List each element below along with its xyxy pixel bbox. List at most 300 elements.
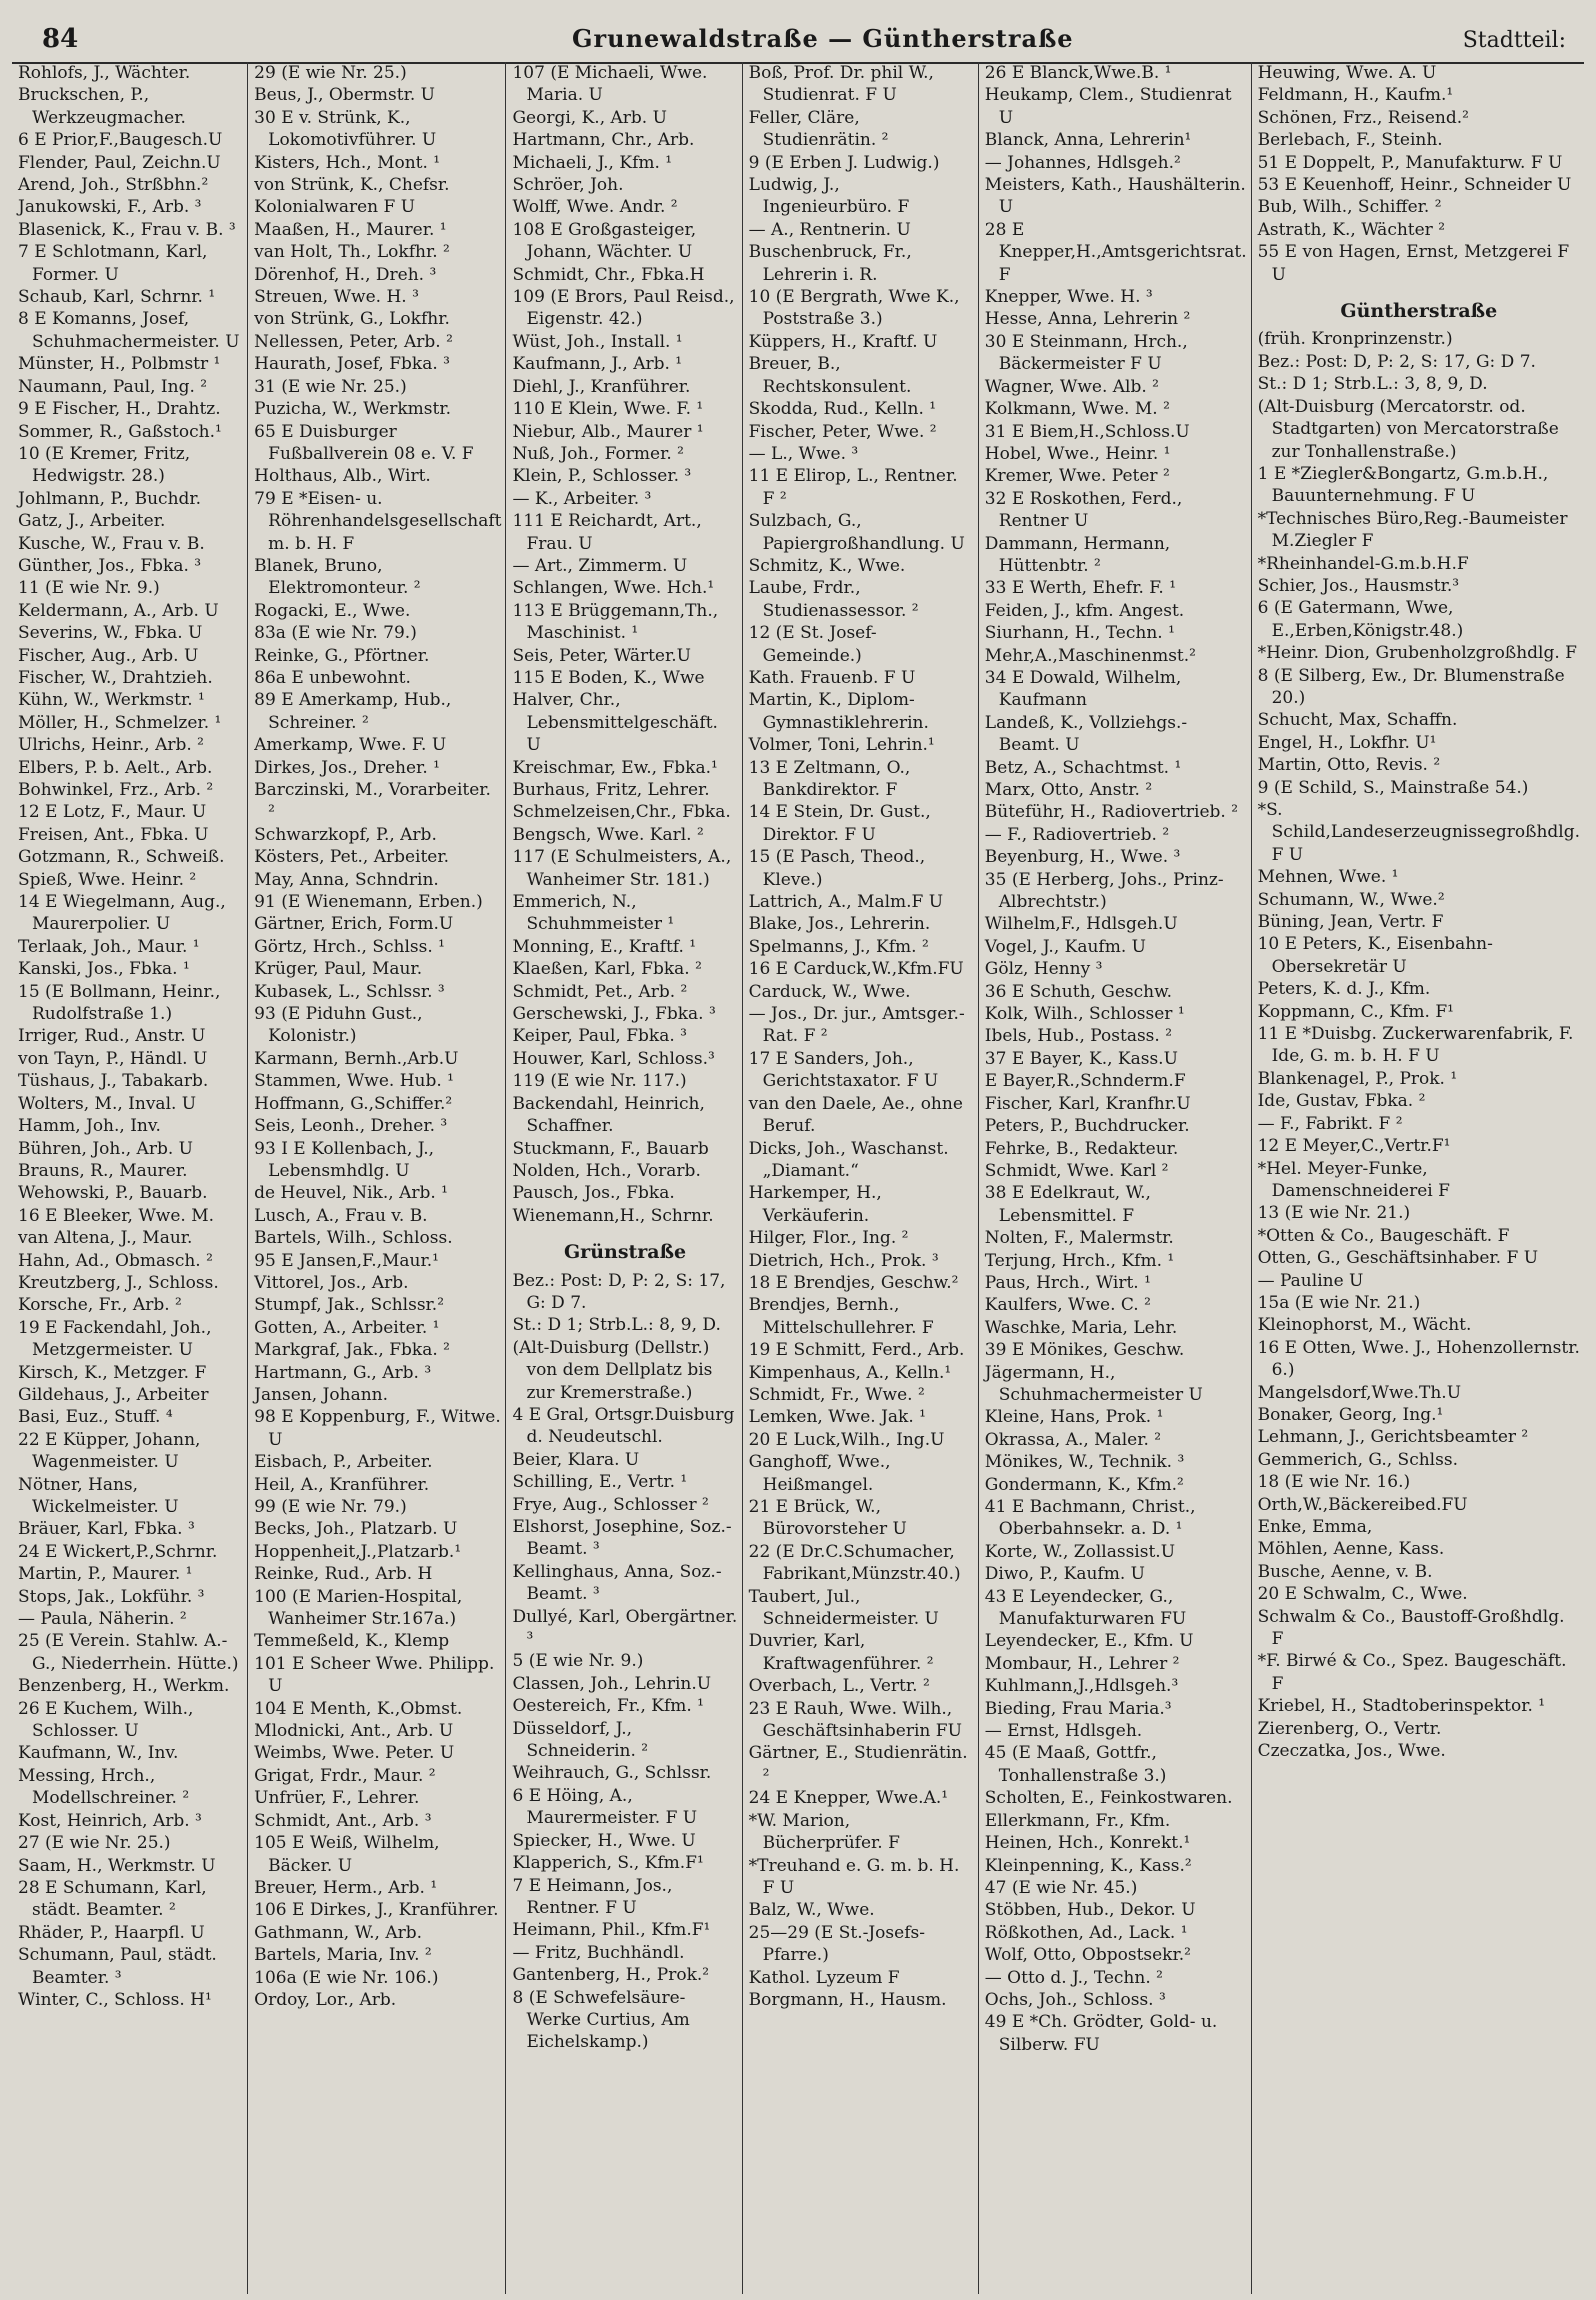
directory-entry: 13 E Zeltmann, O., Bankdirektor. F [748,757,911,800]
directory-entry: Hoppenheit,J.,Platzarb.¹ [254,1541,462,1562]
directory-entry: Gantenberg, H., Prok.² [512,1965,710,1986]
directory-entry: Terjung, Hrch., Kfm. ¹ [984,1250,1175,1271]
directory-entry: 17 E Sanders, Joh., Gerichtstaxator. F U [748,1048,939,1092]
directory-entry: Dullyé, Karl, Obergärtner. ³ [512,1606,738,1650]
directory-entry: 35 (E Herberg, Johs., Prinz-Albrechtstr.) [984,869,1224,913]
directory-entry: 10 E Peters, K., Eisenbahn-Obersekretär U [1257,934,1493,977]
directory-entry: Fischer, Karl, Kranfhr.U [984,1093,1191,1114]
directory-entry: Gotzmann, R., Schweiß. [18,847,225,868]
directory-entry: Hilger, Flor., Ing. ² [748,1228,909,1249]
directory-entry: Heuwing, Wwe. A. U [1257,63,1437,83]
directory-entry: Reinke, Rud., Arb. H [254,1564,433,1585]
directory-entry: Lattrich, A., Malm.F U [748,892,944,913]
directory-entry: 11 E *Duisbg. Zuckerwarenfabrik, F. Ide, G. m. b. H. F U [1257,1024,1574,1067]
directory-entry: 19 E Schmitt, Ferd., Arb. [748,1340,965,1361]
directory-entry: Haurath, Josef, Fbka. ³ [254,354,450,375]
directory-entry: Peters, K. d. J., Kfm. [1257,979,1431,1000]
directory-entry: 12 E Meyer,C.,Vertr.F¹ [1257,1136,1451,1157]
directory-entry: 101 E Scheer Wwe. Philipp. U [254,1653,495,1697]
directory-entry: 117 (E Schulmeisters, A., Wanheimer Str. 181.) [512,847,732,890]
directory-entry: 34 E Dowald, Wilhelm, Kaufmann [984,667,1182,711]
directory-entry: Wienemann,H., Schrnr. [512,1205,714,1226]
page-header [12,18,1584,64]
directory-entry: Gemmerich, G., Schlss. [1257,1449,1458,1470]
directory-entry: Emmerich, N., Schuhmmeister ¹ [512,892,675,935]
directory-entry: Wolff, Wwe. Andr. ² [512,197,678,218]
directory-entry: Mombaur, H., Lehrer ² [984,1653,1180,1674]
directory-entry: 11 (E wie Nr. 9.) [18,578,160,599]
directory-entry: 53 E Keuenhoff, Heinr., Schneider U [1257,175,1572,196]
directory-entry: Hahn, Ad., Obmasch. ² [18,1250,213,1271]
directory-entry: 104 E Menth, K.,Obmst. [254,1698,463,1719]
directory-entry: 51 E Doppelt, P., Manufakturw. F U [1257,152,1563,173]
directory-entry: Ibels, Hub., Postass. ² [984,1026,1173,1047]
directory-entry: *Rheinhandel-G.m.b.H.F [1257,553,1469,574]
directory-entry: 9 E Fischer, H., Drahtz. [18,399,221,420]
directory-entry: Gondermann, K., Kfm.² [984,1474,1184,1495]
directory-entry: Düsseldorf, J., Schneiderin. ² [512,1718,649,1762]
directory-entry: Rößkothen, Ad., Lack. ¹ [984,1922,1188,1943]
directory-entry: Stops, Jak., Lokführ. ³ [18,1586,205,1607]
directory-entry: Harkemper, H., Verkäuferin. [748,1183,882,1226]
directory-entry: 41 E Bachmann, Christ., Oberbahnsekr. a. D. ¹ [984,1497,1196,1540]
directory-entry: Kolonialwaren F U [254,197,416,218]
directory-entry: Schlangen, Wwe. Hch.¹ [512,578,715,599]
directory-entry: 113 E Brüggemann,Th., Maschinist. ¹ [512,600,719,644]
directory-entry: Kleinophorst, M., Wächt. [1257,1315,1472,1336]
directory-entry: Reinke, G., Pförtner. [254,645,430,666]
directory-entry: Heil, A., Kranführer. [254,1474,430,1495]
directory-entry: 25 (E Verein. Stahlw. A.-G., Niederrhein. Hütte.) [18,1631,239,1674]
directory-entry: Knepper, Wwe. H. ³ [984,287,1153,308]
directory-entry: Unfrüer, F., Lehrer. [254,1788,420,1809]
directory-entry: May, Anna, Schndrin. [254,869,439,890]
directory-entry: 8 (E Silberg, Ew., Dr. Blumenstraße 20.) [1257,665,1565,708]
directory-entry: Büteführ, H., Radiovertrieb. ² [984,802,1239,823]
directory-entry: Klapperich, S., Kfm.F¹ [512,1853,704,1874]
directory-entry: Barczinski, M., Vorarbeiter. ² [254,780,491,823]
directory-entry: — Johannes, Hdlsgeh.² [984,152,1181,173]
directory-entry: Flender, Paul, Zeichn.U [18,152,221,173]
directory-entry: Martin, Otto, Revis. ² [1257,755,1441,776]
directory-entry: 119 (E wie Nr. 117.) [512,1071,687,1092]
directory-entry: Kreischmar, Ew., Fbka.¹ [512,757,718,778]
directory-entry: — A., Rentnerin. U [748,219,911,240]
directory-entry: Brendjes, Bernh., Mittelschullehrer. F [748,1295,934,1338]
directory-entry: Orth,W.,Bäckereibed.FU [1257,1494,1468,1515]
directory-entry: 24 E Knepper, Wwe.A.¹ [748,1788,949,1809]
directory-column [506,62,742,2294]
directory-entry: Bez.: Post: D, P: 2, S: 17, G: D 7. [512,1270,726,1313]
directory-entry: Koppmann, C., Kfm. F¹ [1257,1001,1454,1022]
directory-entry: Wilhelm,F., Hdlsgeh.U [984,914,1178,935]
directory-entry: Schmelzeisen,Chr., Fbka. [512,802,731,823]
directory-entry: Gotten, A., Arbeiter. ¹ [254,1317,440,1338]
directory-entry: 11 E Elirop, L., Rentner. F ² [748,466,958,509]
directory-entry: Balz, W., Wwe. [748,1900,875,1921]
directory-entry: 10 (E Kremer, Fritz, Hedwigstr. 28.) [18,443,191,487]
directory-entry: Stumpf, Jak., Schlssr.² [254,1295,445,1316]
directory-entry: 20 E Schwalm, C., Wwe. [1257,1584,1468,1605]
directory-entry: Kleinpenning, K., Kass.² [984,1855,1192,1876]
directory-entry: Vittorel, Jos., Arb. [254,1272,409,1293]
directory-entry: Elshorst, Josephine, Soz.-Beamt. ³ [512,1517,732,1560]
directory-entry: Siurhann, H., Techn. ¹ [984,623,1175,644]
directory-entry: Buschenbruck, Fr., Lehrerin i. R. [748,242,912,285]
directory-entry: Messing, Hrch., Modellschreiner. ² [18,1765,190,1809]
directory-entry: Kimpenhaus, A., Kelln.¹ [748,1362,952,1383]
directory-entry: Kriebel, H., Stadtoberinspektor. ¹ [1257,1696,1546,1717]
directory-entry: *Treuhand e. G. m. b. H. F U [748,1855,960,1898]
directory-entry: Kuhlmann,J.,Hdlsgeh.³ [984,1676,1179,1697]
directory-entry: Hartmann, Chr., Arb. [512,130,695,151]
directory-entry: Feiden, J., kfm. Angest. [984,600,1185,621]
directory-entry: 100 (E Marien-Hospital, Wanheimer Str.167a.) [254,1586,463,1630]
directory-entry: 83a (E wie Nr. 79.) [254,623,417,644]
directory-entry: (Alt-Duisburg (Mercatorstr. od. Stadtgarten) von Mercatorstraße zur Tonhallenstraße.) [1257,396,1559,462]
directory-entry: Bonaker, Georg, Ing.¹ [1257,1404,1444,1425]
directory-entry: 29 (E wie Nr. 25.) [254,63,407,83]
directory-entry: — F., Radiovertrieb. ² [984,824,1170,845]
directory-entry: Carduck, W., Wwe. [748,981,911,1002]
directory-entry: Mönikes, W., Technik. ³ [984,1452,1185,1473]
directory-entry: Heukamp, Clem., Studienrat U [984,85,1232,128]
directory-entry: Rhäder, P., Haarpfl. U [18,1922,205,1943]
directory-entry: Lehmann, J., Gerichtsbeamter ² [1257,1427,1529,1448]
directory-entry: Nellessen, Peter, Arb. ² [254,331,453,352]
directory-entry: Rohlofs, J., Wächter. [18,63,191,83]
directory-entry: Bartels, Wilh., Schloss. [254,1228,453,1249]
directory-entry: 15a (E wie Nr. 21.) [1257,1292,1421,1313]
directory-entry: Wolf, Otto, Obpostsekr.² [984,1945,1191,1966]
directory-entry: 8 E Komanns, Josef, Schuhmachermeister. U [18,309,240,352]
directory-entry: Brauns, R., Maurer. [18,1160,188,1181]
directory-entry: Czeczatka, Jos., Wwe. [1257,1741,1446,1762]
directory-entry: Mehnen, Wwe. ¹ [1257,867,1399,888]
directory-entry: Maaßen, H., Maurer. ¹ [254,219,447,240]
directory-entry: E Bayer,R.,Schnderm.F [984,1071,1186,1092]
directory-entry: Beier, Klara. U [512,1449,640,1470]
directory-entry: Berlebach, F., Steinh. [1257,130,1443,151]
directory-entry: — Otto d. J., Techn. ² [984,1967,1163,1988]
directory-entry: 45 (E Maaß, Gottfr., Tonhallenstraße 3.) [984,1743,1167,1786]
directory-entry: 37 E Bayer, K., Kass.U [984,1048,1178,1069]
directory-entry: Blake, Jos., Lehrerin. [748,914,931,935]
directory-entry: von Tayn, P., Händl. U [18,1048,208,1069]
directory-entry: Kaufmann, W., Inv. [18,1743,179,1764]
directory-entry: 16 E Otten, Wwe. J., Hohenzollernstr. 6.) [1257,1337,1580,1381]
directory-entry: Breuer, B., Rechtskonsulent. [748,354,912,397]
directory-entry: van Holt, Th., Lokfhr. ² [254,242,450,263]
directory-entry: Skodda, Rud., Kelln. ¹ [748,399,937,420]
directory-entry: 106 E Dirkes, J., Kranführer. [254,1900,499,1921]
directory-entry: Taubert, Jul., Schneidermeister. U [748,1586,939,1630]
directory-entry: Stöbben, Hub., Dekor. U [984,1900,1196,1921]
directory-entry: Boß, Prof. Dr. phil W., Studienrat. F U [748,63,934,106]
directory-entry: Seis, Leonh., Dreher. ³ [254,1116,448,1137]
directory-entry: Sommer, R., Gaßstoch.¹ [18,421,222,442]
directory-entry: Severins, W., Fbka. U [18,623,203,644]
directory-entry: Spiecker, H., Wwe. U [512,1830,696,1851]
directory-entry: Beus, J., Obermstr. U [254,85,435,106]
street-heading: Grünstraße [563,1241,687,1264]
directory-entry: van Altena, J., Maur. [18,1228,193,1249]
directory-entry: 28 E Schumann, Karl, städt. Beamter. ² [18,1877,207,1921]
directory-entry: Kath. Frauenb. F U [748,667,916,688]
directory-entry: Otten, G., Geschäftsinhaber. F U [1257,1248,1539,1269]
directory-entry: Marx, Otto, Anstr. ² [984,780,1153,800]
directory-entry: Classen, Joh., Lehrin.U [512,1673,712,1694]
directory-entry: — Jos., Dr. jur., Amtsger.-Rat. F ² [748,1004,965,1047]
directory-column [979,62,1252,2294]
directory-entry: Jägermann, H., Schuhmachermeister U [984,1362,1203,1405]
directory-entry: Laube, Frdr., Studienassessor. ² [748,578,919,621]
directory-entry: Feldmann, H., Kaufm.¹ [1257,85,1454,106]
directory-entry: Kösters, Pet., Arbeiter. [254,847,450,868]
directory-entry: Ide, Gustav, Fbka. ² [1257,1091,1426,1112]
directory-entry: 22 (E Dr.C.Schumacher, Fabrikant,Münzstr.40.) [748,1541,961,1585]
directory-entry: Schaub, Karl, Schrnr. ¹ [18,287,216,308]
directory-entry: Beyenburg, H., Wwe. ³ [984,847,1181,868]
directory-entry: (früh. Kronprinzenstr.) [1257,329,1453,350]
street-heading: Güntherstraße [1340,300,1498,323]
directory-entry: Overbach, L., Vertr. ² [748,1676,930,1697]
directory-entry: Scholten, E., Feinkostwaren. [984,1788,1233,1809]
directory-entry: — Fritz, Buchhändl. [512,1942,685,1963]
directory-entry: 25—29 (E St.-Josefs-Pfarre.) [748,1922,925,1966]
directory-entry: Freisen, Ant., Fbka. U [18,824,209,845]
directory-entry: Stuckmann, F., Bauarb [512,1138,709,1159]
directory-entry: Schönen, Frz., Reisend.² [1257,107,1469,128]
directory-entry: 26 E Kuchem, Wilh., Schlosser. U [18,1698,194,1742]
directory-entry: Schucht, Max, Schaffn. [1257,710,1458,731]
directory-entry: Bartels, Maria, Inv. ² [254,1945,432,1966]
directory-entry: Houwer, Karl, Schloss.³ [512,1048,715,1069]
directory-entry: 6 E Prior,F.,Baugesch.U [18,130,223,151]
directory-entry: Weihrauch, G., Schlssr. [512,1763,712,1784]
directory-entry: Fehrke, B., Redakteur. [984,1138,1179,1159]
directory-entry: Fischer, Aug., Arb. U [18,645,199,666]
directory-entry: Schumann, W., Wwe.² [1257,889,1445,910]
directory-entry: 19 E Fackendahl, Joh., Metzgermeister. U [18,1317,212,1361]
directory-entry: Keiper, Paul, Fbka. ³ [512,1026,687,1047]
directory-entry: Irriger, Rud., Anstr. U [18,1026,206,1047]
directory-entry: Duvrier, Karl, Kraftwagenführer. ² [748,1631,934,1674]
directory-entry: — Paula, Näherin. ² [18,1609,187,1630]
directory-entry: Temmeßeld, K., Klemp [254,1631,450,1652]
directory-entry: 12 E Lotz, F., Maur. U [18,802,207,823]
directory-entry: Karmann, Bernh.,Arb.U [254,1048,459,1069]
directory-entry: Bühren, Joh., Arb. U [18,1138,193,1159]
directory-entry: Diehl, J., Kranführer. [512,376,691,397]
directory-entry: Jansen, Johann. [254,1384,389,1405]
directory-entry: Schmidt, Ant., Arb. ³ [254,1810,432,1831]
directory-entry: — F., Fabrikt. F ² [1257,1113,1403,1134]
directory-entry: 30 E v. Strünk, K., Lokomotivführer. U [254,107,437,151]
directory-entry: Michaeli, J., Kfm. ¹ [512,152,673,173]
directory-entry: Ordoy, Lor., Arb. [254,1989,397,2010]
directory-entry: Enke, Emma, [1257,1517,1373,1537]
directory-entry: Kisters, Hch., Mont. ¹ [254,152,441,173]
directory-entry: *Hel. Meyer-Funke, Damenschneiderei F [1257,1158,1450,1201]
directory-entry: Schwarzkopf, P., Arb. [254,824,437,845]
directory-entry: Grigat, Frdr., Maur. ² [254,1765,436,1786]
directory-column [743,62,979,2294]
directory-entry: Ulrichs, Heinr., Arb. ² [18,735,204,756]
directory-entry: Krüger, Paul, Maur. [254,959,423,980]
directory-entry: Benzenberg, H., Werkm. [18,1676,230,1697]
directory-entry: Fischer, W., Drahtzieh. [18,667,213,688]
directory-entry: Monning, E., Kraftf. ¹ [512,936,697,957]
directory-entry: Astrath, K., Wächter ² [1257,219,1446,240]
directory-entry: Martin, P., Maurer. ¹ [18,1564,193,1585]
directory-entry: Tüshaus, J., Tabakarb. [18,1071,209,1092]
directory-entry: Dicks, Joh., Waschanst. „Diamant.“ [748,1138,949,1181]
directory-entry: (Alt-Duisburg (Dellstr.) von dem Dellplatz bis zur Kremerstraße.) [512,1337,713,1403]
directory-entry: Peters, P., Buchdrucker. [984,1116,1190,1137]
directory-entry: Kleine, Hans, Prok. ¹ [984,1407,1164,1428]
directory-entry: 6 E Höing, A., Maurermeister. F U [512,1785,698,1829]
directory-entry: Klein, P., Schlosser. ³ [512,466,692,487]
directory-entry: 1 E *Ziegler&Bongartz, G.m.b.H., Bauunternehmung. F U [1257,463,1549,507]
directory-entry: Kathol. Lyzeum F [748,1967,900,1988]
directory-entry: Diwo, P., Kaufm. U [984,1564,1145,1585]
directory-entry: Keldermann, A., Arb. U [18,600,219,621]
directory-entry: Landeß, K., Vollziehgs.-Beamt. U [984,712,1188,756]
directory-entry: 39 E Mönikes, Geschw. [984,1340,1185,1361]
directory-entry: Bengsch, Wwe. Karl. ² [512,824,704,845]
directory-entry: Kolkmann, Wwe. M. ² [984,399,1170,420]
directory-entry: Bräuer, Karl, Fbka. ³ [18,1519,195,1540]
directory-entry: Holthaus, Alb., Wirt. [254,466,431,487]
directory-entry: Waschke, Maria, Lehr. [984,1317,1178,1338]
directory-entry: Wagner, Wwe. Alb. ² [984,376,1159,397]
section-label: Stadtteil: [1462,28,1566,53]
directory-entry: Meisters, Kath., Haushälterin. U [984,175,1246,218]
directory-entry: 28 E Knepper,H.,Amtsgerichtsrat. F [984,219,1247,285]
directory-entry: Gärtner, E., Studienrätin. ² [748,1743,968,1786]
directory-entry: Lusch, A., Frau v. B. [254,1205,428,1226]
directory-entry: Martin, K., Diplom-Gymnastiklehrerin. [748,690,929,733]
directory-entry: Hoffmann, G.,Schiffer.² [254,1093,453,1114]
directory-entry: 43 E Leyendecker, G., Manufakturwaren FU [984,1586,1187,1630]
directory-entry: 23 E Rauh, Wwe. Wilh., Geschäftsinhaberin FU [748,1698,962,1742]
directory-entry: Breuer, Herm., Arb. ¹ [254,1877,438,1898]
directory-entry: — L., Wwe. ³ [748,443,859,464]
directory-entry: Büning, Jean, Vertr. F [1257,912,1444,933]
directory-entry: Kusche, W., Frau v. B. [18,533,205,554]
directory-entry: Stammen, Wwe. Hub. ¹ [254,1071,454,1092]
directory-entry: Günther, Jos., Fbka. ³ [18,555,202,576]
directory-entry: Schmidt, Wwe. Karl ² [984,1160,1169,1181]
directory-entry: Hobel, Wwe., Heinr. ¹ [984,443,1171,464]
directory-entry: Borgmann, H., Hausm. [748,1989,947,2010]
page-number: 84 [42,24,79,54]
directory-entry: Frye, Aug., Schlosser ² [512,1494,709,1515]
directory-entry: Puzicha, W., Werkmstr. [254,399,451,420]
directory-entry: 20 E Luck,Wilh., Ing.U [748,1429,945,1450]
directory-entry: Volmer, Toni, Lehrin.¹ [748,735,935,756]
directory-entry: 107 (E Michaeli, Wwe. Maria. U [512,63,708,106]
directory-entry: 27 (E wie Nr. 25.) [18,1833,171,1854]
directory-entry: 93 I E Kollenbach, J., Lebensmhdlg. U [254,1138,435,1181]
directory-entry: Weimbs, Wwe. Peter. U [254,1743,455,1764]
directory-entry: 38 E Edelkraut, W., Lebensmittel. F [984,1183,1151,1226]
directory-entry: 8 (E Schwefelsäure-Werke Curtius, Am Eichelskamp.) [512,1987,690,2053]
directory-entry: 22 E Küpper, Johann, Wagenmeister. U [18,1429,201,1473]
directory-entry: *S. Schild,Landeserzeugnissegroßhdlg. F U [1257,800,1580,865]
directory-entry: *Heinr. Dion, Grubenholzgroßhdlg. F [1257,643,1577,664]
directory-entry: van den Daele, Ae., ohne Beruf. [748,1093,963,1137]
directory-entry: Georgi, K., Arb. U [512,107,667,128]
directory-entry: Janukowski, F., Arb. ³ [18,197,202,218]
directory-entry: 110 E Klein, Wwe. F. ¹ [512,399,704,420]
directory-column [248,62,506,2294]
directory-entry: Schmidt, Pet., Arb. ² [512,981,688,1002]
directory-entry: — Art., Zimmerm. U [512,555,688,576]
directory-entry: Zierenberg, O., Vertr. [1257,1718,1442,1739]
page-title: Grunewaldstraße — Güntherstraße [572,24,1074,53]
directory-entry: Kremer, Wwe. Peter ² [984,466,1170,487]
directory-column [12,62,248,2294]
directory-entry: Wolters, M., Inval. U [18,1093,197,1114]
directory-entry: 95 E Jansen,F.,Maur.¹ [254,1250,439,1271]
directory-entry: Blanek, Bruno, Elektromonteur. ² [254,555,421,599]
directory-entry: Halver, Chr., Lebensmittelgeschäft. U [512,690,718,756]
directory-entry: Gathmann, W., Arb. [254,1922,423,1943]
directory-entry: Bruckschen, P., Werkzeugmacher. [18,85,186,128]
directory-entry: 26 E Blanck,Wwe.B. ¹ [984,63,1172,83]
directory-entry: Blasenick, K., Frau v. B. ³ [18,219,236,240]
directory-entry: Dietrich, Hch., Prok. ³ [748,1250,939,1271]
directory-entry: Becks, Joh., Platzarb. U [254,1519,458,1540]
directory-entry: 106a (E wie Nr. 106.) [254,1967,439,1988]
directory-entry: Wehowski, P., Bauarb. [18,1183,208,1204]
directory-entry: 108 E Großgasteiger, Johann, Wächter. U [512,219,697,263]
directory-entry: 14 E Stein, Dr. Gust., Direktor. F U [748,802,931,845]
directory-columns [12,62,1584,2294]
directory-entry: Nolten, F., Malermstr. [984,1228,1174,1249]
directory-entry: Schmidt, Fr., Wwe. ² [748,1384,925,1405]
directory-entry: Burhaus, Fritz, Lehrer. [512,780,710,800]
directory-entry: Mlodnicki, Ant., Arb. U [254,1721,454,1742]
directory-entry: — Ernst, Hdlsgeh. [984,1721,1143,1742]
directory-entry: 89 E Amerkamp, Hub., Schreiner. ² [254,690,452,733]
directory-entry: Betz, A., Schachtmst. ¹ [984,757,1182,778]
directory-entry: 5 (E wie Nr. 9.) [512,1651,644,1672]
directory-entry: Vogel, J., Kaufm. U [984,936,1146,957]
directory-entry: Schröer, Joh. [512,175,624,196]
directory-entry: Korsche, Fr., Arb. ² [18,1295,182,1316]
directory-entry: 24 E Wickert,P.,Schrnr. [18,1541,218,1562]
directory-entry: *F. Birwé & Co., Spez. Baugeschäft. F [1257,1651,1567,1694]
directory-entry: Naumann, Paul, Ing. ² [18,376,208,397]
directory-entry: Korte, W., Zollassist.U [984,1541,1176,1562]
directory-entry: 49 E *Ch. Grödter, Gold- u. Silberw. FU [984,2012,1218,2055]
directory-entry: Basi, Euz., Stuff. ⁴ [18,1407,173,1428]
directory-entry: Schmidt, Chr., Fbka.H [512,264,705,285]
directory-entry: Bohwinkel, Frz., Arb. ² [18,780,214,800]
directory-entry: Sulzbach, G., Papiergroßhandlung. U [748,511,965,554]
directory-entry: Möller, H., Schmelzer. ¹ [18,712,222,733]
directory-entry: Hesse, Anna, Lehrerin ² [984,309,1191,330]
directory-entry: Blanck, Anna, Lehrerin¹ [984,130,1192,151]
directory-entry: 65 E Duisburger Fußballverein 08 e. V. F [254,421,474,464]
directory-entry: Dörenhof, H., Dreh. ³ [254,264,437,285]
directory-entry: Kost, Heinrich, Arb. ³ [18,1810,202,1831]
directory-entry: Kühn, W., Werkmstr. ¹ [18,690,205,711]
directory-entry: Schmitz, K., Wwe. [748,555,906,576]
